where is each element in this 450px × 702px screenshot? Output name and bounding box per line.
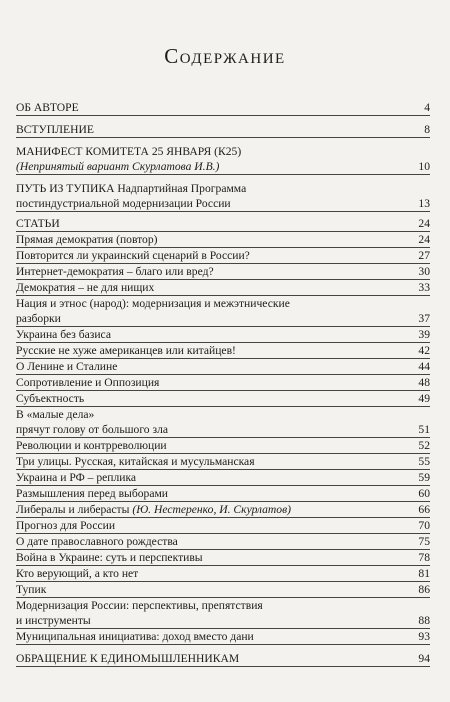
toc-entry <box>16 502 430 517</box>
toc-entry-page: 13 <box>418 197 430 210</box>
toc-entry <box>16 534 430 549</box>
toc-entry <box>16 343 430 358</box>
toc-entry-title-line1: В «малые дела» <box>16 408 95 421</box>
toc-entry <box>16 181 430 211</box>
toc-entry-page: 8 <box>424 123 430 136</box>
toc-entry-page: 37 <box>418 312 430 325</box>
table-of-contents <box>16 100 430 667</box>
toc-entry <box>16 470 430 485</box>
toc-entry-title: О Ленине и Сталине <box>16 360 118 373</box>
toc-entry <box>16 100 430 115</box>
toc-entry-page: 10 <box>418 160 430 173</box>
toc-entry <box>16 391 430 406</box>
toc-entry-page: 70 <box>418 519 430 532</box>
toc-entry-page: 24 <box>418 217 430 230</box>
toc-entry-title: Субъектность <box>16 392 85 405</box>
toc-entry-title: Три улицы. Русская, китайская и мусульманская <box>16 455 255 468</box>
toc-entry-page: 55 <box>418 455 430 468</box>
toc-entry-title: постиндустриальной модернизации России <box>16 197 231 210</box>
toc-entry <box>16 518 430 533</box>
toc-entry-page: 4 <box>424 101 430 114</box>
toc-entry-title: и инструменты <box>16 614 91 627</box>
toc-entry-title: Прогноз для России <box>16 519 116 532</box>
toc-entry-title: Кто верующий, а кто нет <box>16 567 139 580</box>
toc-entry-page: 66 <box>418 503 430 516</box>
toc-entry-page: 33 <box>418 281 430 294</box>
toc-entry-page: 39 <box>418 328 430 341</box>
toc-entry-title: Повторится ли украинский сценарий в России? <box>16 249 250 262</box>
toc-entry-title: Война в Украине: суть и перспективы <box>16 551 203 564</box>
toc-entry-title: Прямая демократия (повтор) <box>16 233 158 246</box>
toc-entry <box>16 144 430 174</box>
toc-entry-page: 49 <box>418 392 430 405</box>
page-title: Содержание <box>164 44 286 68</box>
toc-entry-title: Демократия – не для нищих <box>16 281 155 294</box>
toc-entry-page: 86 <box>418 583 430 596</box>
toc-entry <box>16 232 430 247</box>
toc-entry-page: 78 <box>418 551 430 564</box>
toc-entry-title: Размышления перед выборами <box>16 487 169 500</box>
toc-entry <box>16 438 430 453</box>
toc-entry-page: 24 <box>418 233 430 246</box>
toc-entry-page: 94 <box>418 652 430 665</box>
toc-entry-page: 52 <box>418 439 430 452</box>
toc-entry <box>16 327 430 342</box>
toc-entry <box>16 566 430 581</box>
toc-entry-title: ОБ АВТОРЕ <box>16 101 79 114</box>
toc-entry-page: 75 <box>418 535 430 548</box>
toc-entry <box>16 486 430 501</box>
toc-entry <box>16 296 430 326</box>
toc-entry-authors: (Ю. Нестеренко, И. Скурлатов) <box>132 503 291 516</box>
toc-entry <box>16 264 430 279</box>
toc-entry-page: 81 <box>418 567 430 580</box>
toc-entry-page: 30 <box>418 265 430 278</box>
toc-entry-title: ОБРАЩЕНИЕ К ЕДИНОМЫШЛЕННИКАМ <box>16 652 240 665</box>
toc-entry-title: Либералы и либерасты <box>16 503 130 516</box>
toc-entry-page: 48 <box>418 376 430 389</box>
toc-entry <box>16 280 430 295</box>
divider <box>16 666 430 667</box>
toc-entry-title-line1: Модернизация России: перспективы, препятствия <box>16 599 263 612</box>
toc-entry <box>16 454 430 469</box>
toc-entry-title: Тупик <box>16 583 47 596</box>
toc-entry <box>16 407 430 437</box>
toc-entry-page: 93 <box>418 630 430 643</box>
toc-entry-title: Украина и РФ – реплика <box>16 471 137 484</box>
toc-entry-title: разборки <box>16 312 61 325</box>
toc-entry <box>16 582 430 597</box>
toc-entry-page: 51 <box>418 423 430 436</box>
toc-entry <box>16 359 430 374</box>
toc-entry-page: 59 <box>418 471 430 484</box>
toc-entry-title: Интернет-демократия – благо или вред? <box>16 265 214 278</box>
toc-entry-title: Украина без базиса <box>16 328 111 341</box>
toc-entry-title: ВСТУПЛЕНИЕ <box>16 123 94 136</box>
toc-entry-page: 60 <box>418 487 430 500</box>
toc-entry <box>16 550 430 565</box>
toc-entry-title-line1: Нация и этнос (народ): модернизация и межэтнические <box>16 297 290 310</box>
toc-entry-title: СТАТЬИ <box>16 217 60 230</box>
toc-entry-title: (Непринятый вариант Скурлатова И.В.) <box>16 160 220 173</box>
toc-entry-title-line1: МАНИФЕСТ КОМИТЕТА 25 ЯНВАРЯ (К25) <box>16 145 242 158</box>
toc-entry-page: 42 <box>418 344 430 357</box>
toc-entry-page: 27 <box>418 249 430 262</box>
toc-entry-page: 44 <box>418 360 430 373</box>
toc-entry <box>16 651 430 666</box>
toc-entry-page: 88 <box>418 614 430 627</box>
toc-entry-title-line1: ПУТЬ ИЗ ТУПИКА Надпартийная Программа <box>16 182 247 195</box>
toc-entry <box>16 248 430 263</box>
toc-entry-title: Революции и контрреволюции <box>16 439 167 452</box>
toc-entry <box>16 375 430 390</box>
toc-entry-title: Сопротивление и Оппозиция <box>16 376 160 389</box>
toc-entry-title: прячут голову от большого зла <box>16 423 169 436</box>
toc-entry-title: О дате православного рождества <box>16 535 178 548</box>
toc-entry <box>16 598 430 628</box>
toc-entry-title: Муниципальная инициатива: доход вместо дани <box>16 630 254 643</box>
toc-entry-title: Русские не хуже американцев или китайцев! <box>16 344 236 357</box>
toc-entry <box>16 629 430 644</box>
toc-entry <box>16 216 430 231</box>
toc-entry <box>16 122 430 137</box>
